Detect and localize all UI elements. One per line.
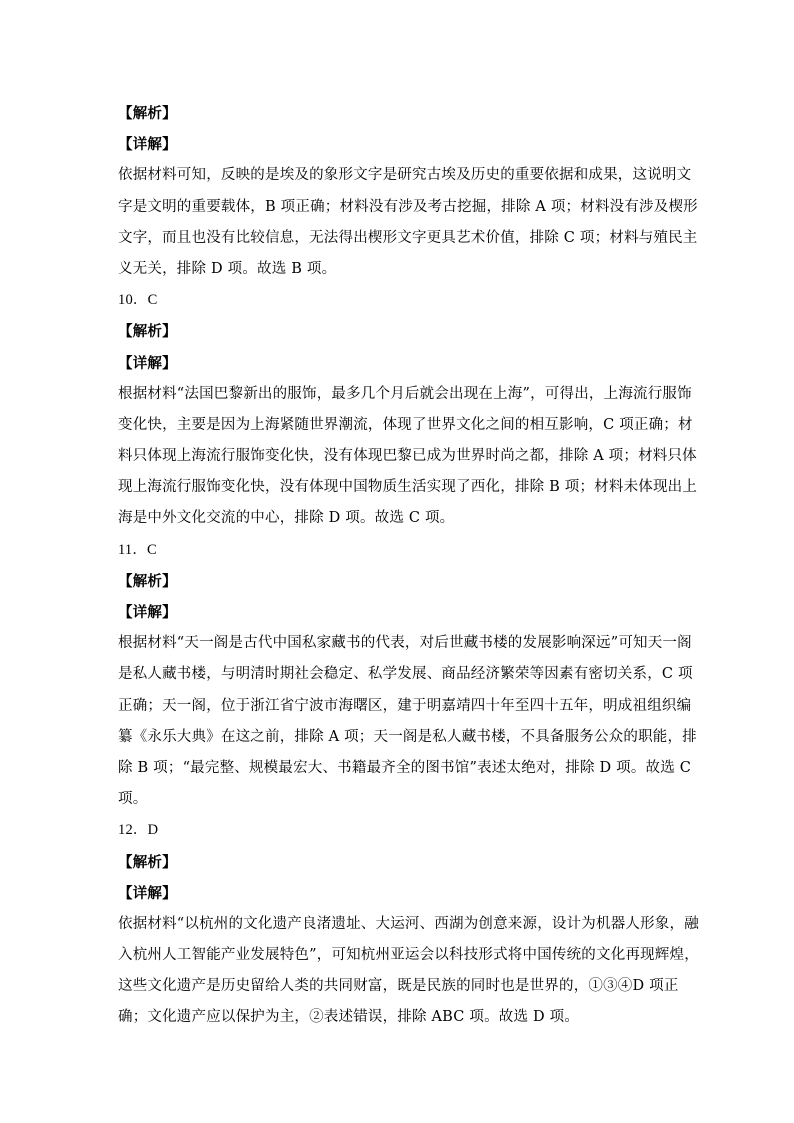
section-label-detail: 【详解】 — [118, 884, 177, 902]
answer-10-text-line: 现上海流行服饰变化快，没有体现中国物质生活实现了西化，排除 B 项；材料未体现出上 — [118, 479, 698, 496]
answer-11-text-line: 除 B 项；“最完整、规模最宏大、书籍最齐全的图书馆”表述太绝对，排除 D 项。故选 C — [118, 759, 692, 776]
answer-11-text-line: 是私人藏书楼，与明清时期社会稳定、私学发展、商品经济繁荣等因素有密切关系，C 项 — [118, 666, 693, 683]
answer-9-text-line: 字是文明的重要载体，B 项正确；材料没有涉及考古挖掘，排除 A 项；材料没有涉及楔形 — [118, 198, 698, 215]
answer-10-text-line: 根据材料“法国巴黎新出的服饰，最多几个月后就会出现在上海”，可得出，上海流行服饰 — [118, 385, 692, 402]
section-label-detail: 【详解】 — [118, 604, 177, 621]
answer-12-text-line: 这些文化遗产是历史留给人类的共同财富，既是民族的同时也是世界的，①③④D 项正 — [118, 978, 679, 995]
answer-12-text-line: 依据材料“以杭州的文化遗产良渚遗址、大运河、西湖为创意来源，设计为机器人形象，融 — [118, 915, 699, 932]
answer-11-text-line: 根据材料“天一阁是古代中国私家藏书的代表，对后世藏书楼的发展影响深远”可知天一阁 — [118, 635, 692, 652]
answer-10-text-line: 变化快，主要是因为上海紧随世界潮流，体现了世界文化之间的相互影响，C 项正确；材 — [118, 416, 693, 433]
question-number-12: 12．D — [118, 822, 159, 839]
question-number-10: 10．C — [118, 292, 158, 309]
question-number-11: 11．C — [118, 541, 157, 558]
answer-11-text-line: 正确；天一阁，位于浙江省宁波市海曙区，建于明嘉靖四十年至四十五年，明成祖组织编 — [118, 697, 692, 714]
answer-9-text-line: 依据材料可知，反映的是埃及的象形文字是研究古埃及历史的重要依据和成果，这说明文 — [118, 167, 692, 184]
section-label-analysis: 【解析】 — [118, 572, 177, 590]
answer-11-text-line: 纂《永乐大典》在这之前，排除 A 项；天一阁是私人藏书楼，不具备服务公众的职能，排 — [118, 728, 697, 745]
answer-12-text-line: 确；文化遗产应以保护为主，②表述错误，排除 ABC 项。故选 D 项。 — [118, 1009, 580, 1026]
section-label-analysis: 【解析】 — [118, 853, 177, 871]
document-page — [118, 98, 699, 1034]
answer-9-text-line: 文字，而且也没有比较信息，无法得出楔形文字更具艺术价值，排除 C 项；材料与殖民主 — [118, 229, 698, 246]
section-label-analysis: 【解析】 — [118, 105, 177, 122]
answer-10-text-line: 料只体现上海流行服饰变化快，没有体现巴黎已成为世界时尚之都，排除 A 项；材料只体 — [118, 448, 697, 465]
section-label-detail: 【详解】 — [118, 354, 177, 372]
answer-10-text-line: 海是中外文化交流的中心，排除 D 项。故选 C 项。 — [118, 510, 455, 527]
section-label-detail: 【详解】 — [118, 136, 177, 154]
answer-12-text-line: 入杭州人工智能产业发展特色”，可知杭州亚运会以科技形式将中国传统的文化再现辉煌， — [118, 947, 699, 964]
answer-11-text-line: 项。 — [118, 791, 148, 808]
answer-9-text-line: 义无关，排除 D 项。故选 B 项。 — [118, 260, 337, 277]
section-label-analysis: 【解析】 — [118, 323, 177, 341]
